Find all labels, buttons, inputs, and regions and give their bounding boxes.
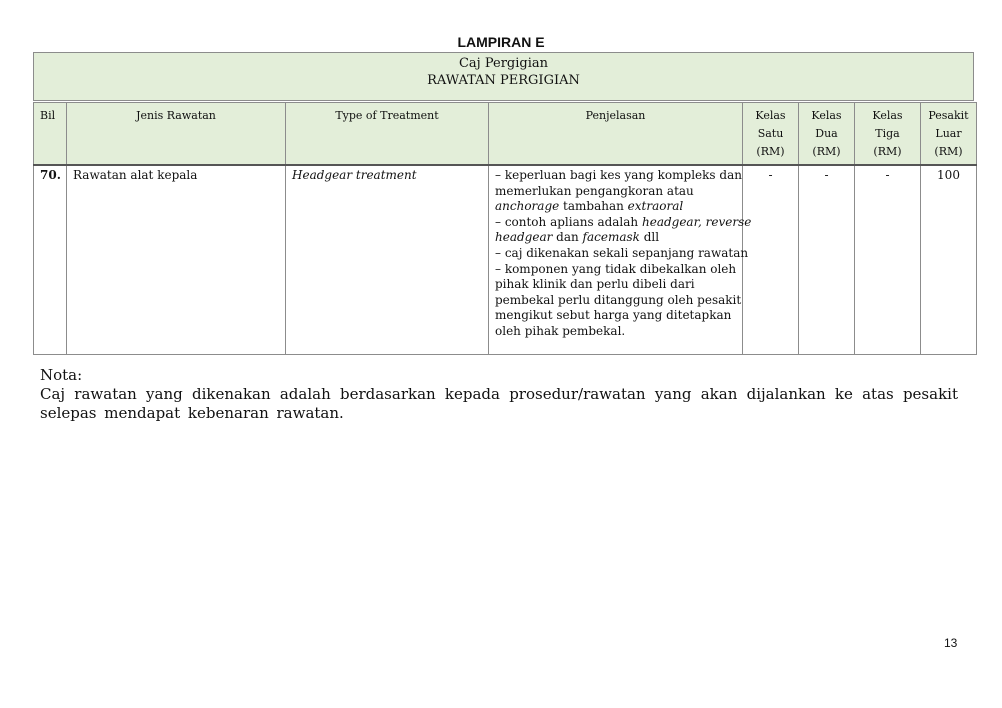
cell-pesakit-luar: 100 xyxy=(921,165,977,355)
cell-kelas-satu: - xyxy=(743,165,799,355)
page-number: 13 xyxy=(944,636,958,650)
header-penjelasan: Penjelasan xyxy=(489,103,743,166)
header-kelas-dua: Kelas Dua (RM) xyxy=(799,103,855,166)
cell-jenis-rawatan: Rawatan alat kepala xyxy=(67,165,286,355)
note-text: Caj rawatan yang dikenakan adalah berdasarkan kepada prosedur/rawatan yang akan dijalankan ke atas pesakit selepas mendapat kebenaran rawatan. xyxy=(40,385,958,422)
subsection-title: RAWATAN PERGIGIAN xyxy=(427,73,580,88)
cell-kelas-tiga: - xyxy=(855,165,921,355)
section-banner xyxy=(33,52,974,101)
section-title: Caj Pergigian xyxy=(458,56,548,71)
cell-penjelasan: – keperluan bagi kes yang kompleks dan memerlukan pengangkoran atau anchorage tambahan extraoral – contoh aplians adalah headgear, reverse headgear dan facemask dll – caj dikenakan sekali sepanjang rawatan – komponen yang tidak dibekalkan oleh pihak klinik dan perlu dibeli dari pembekal perlu ditanggung oleh pesakit mengikut sebut harga yang ditetapkan oleh pihak pembekal. xyxy=(489,165,743,355)
header-type-of-treatment: Type of Treatment xyxy=(286,103,489,166)
table-row xyxy=(34,165,977,355)
treatment-fee-table xyxy=(33,102,977,355)
header-kelas-tiga: Kelas Tiga (RM) xyxy=(855,103,921,166)
table-header-row xyxy=(34,103,977,166)
cell-kelas-dua: - xyxy=(799,165,855,355)
header-kelas-satu: Kelas Satu (RM) xyxy=(743,103,799,166)
header-bil: Bil xyxy=(34,103,67,166)
header-jenis-rawatan: Jenis Rawatan xyxy=(67,103,286,166)
page-title: LAMPIRAN E xyxy=(457,34,545,50)
cell-bil: 70. xyxy=(34,165,67,355)
cell-type-of-treatment: Headgear treatment xyxy=(286,165,489,355)
note-label: Nota: xyxy=(40,366,83,384)
header-pesakit-luar: Pesakit Luar (RM) xyxy=(921,103,977,166)
